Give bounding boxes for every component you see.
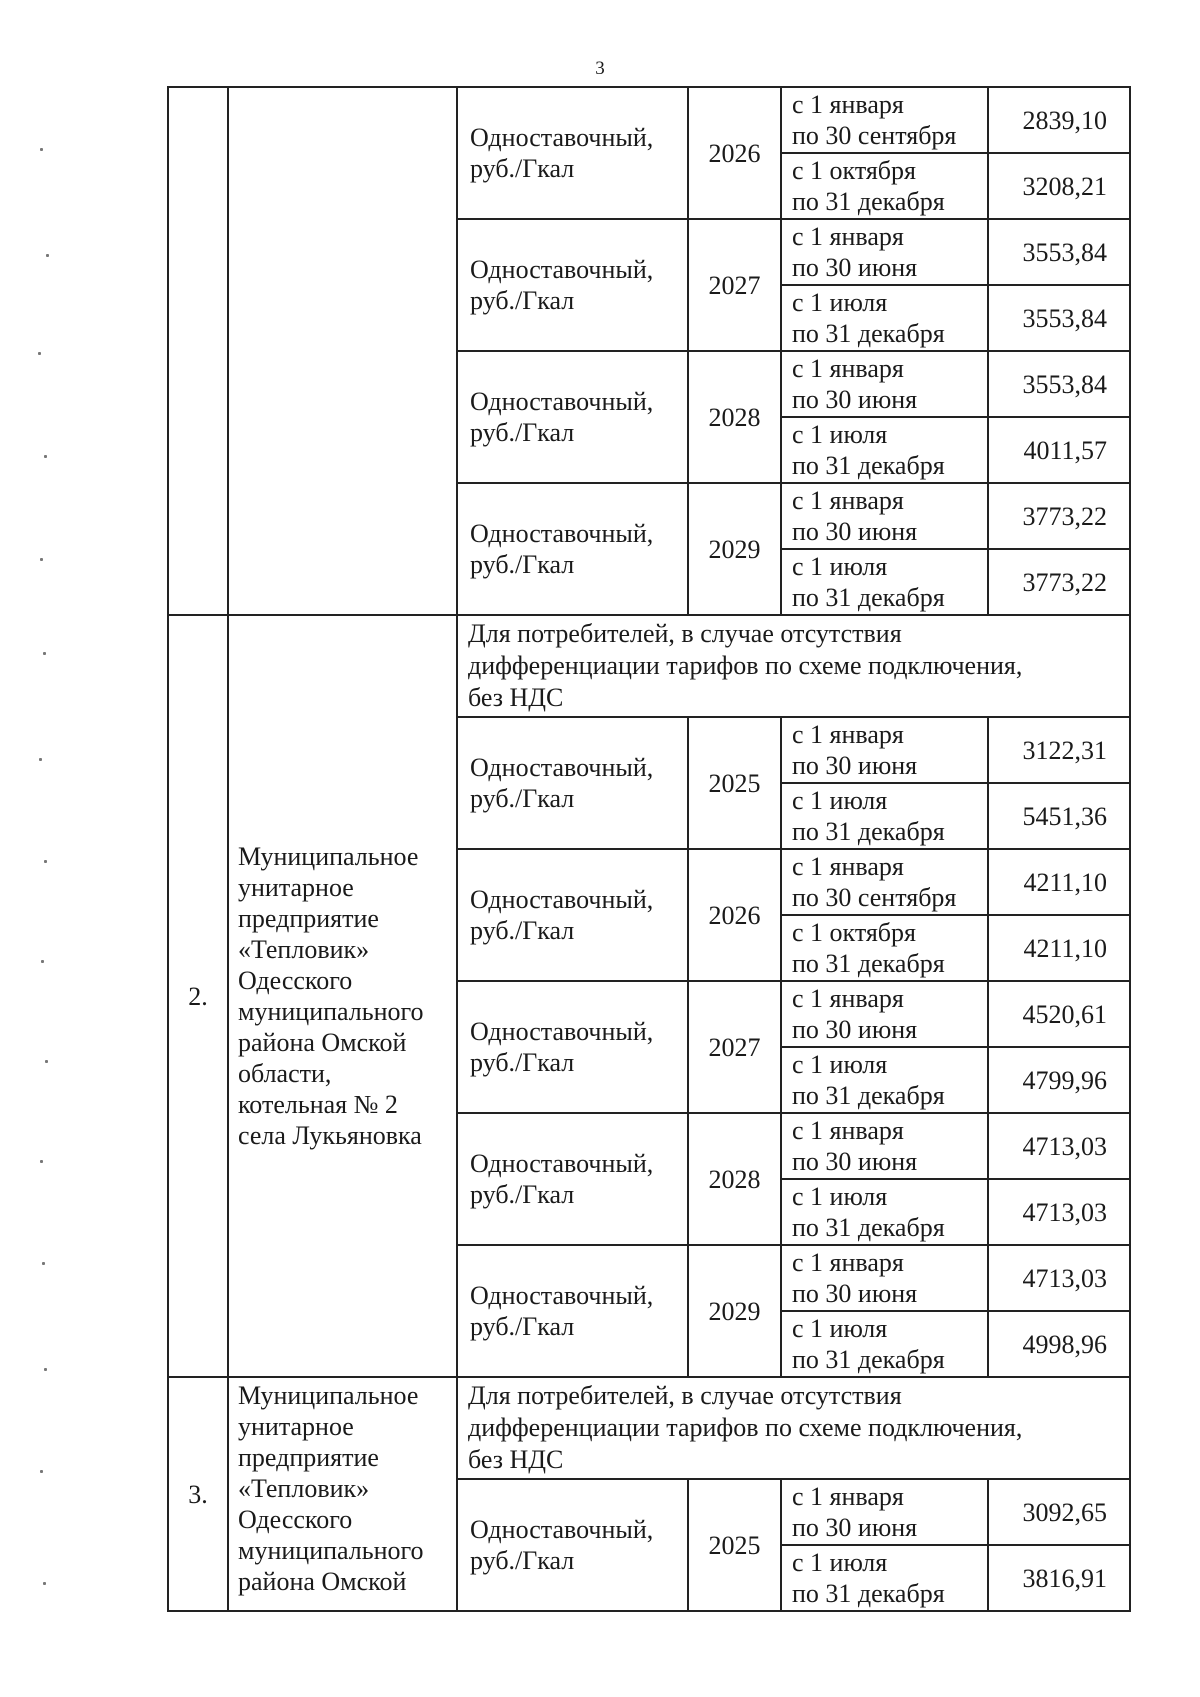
period-cell-line: с 1 июля	[792, 420, 888, 449]
org-name-cell-line: котельная № 2	[238, 1090, 398, 1119]
period-cell-line: по 31 декабря	[792, 817, 945, 846]
org-name-cell	[228, 615, 457, 1377]
rate-type-cell-line: Одноставочный,	[470, 123, 654, 152]
rate-type-cell-line: Одноставочный,	[470, 753, 654, 782]
period-cell-line: по 30 июня	[792, 1513, 918, 1542]
period-cell	[781, 285, 988, 351]
tariff-value-cell	[988, 849, 1130, 915]
period-cell-line: с 1 января	[792, 90, 904, 119]
period-cell	[781, 915, 988, 981]
tariff-value-cell-line: 4211,10	[1023, 867, 1107, 897]
org-number-cell	[168, 87, 228, 615]
year-cell-line: 2026	[708, 900, 761, 930]
tariff-value-cell-line: 4713,03	[1022, 1197, 1107, 1227]
tariff-value-cell	[988, 549, 1130, 615]
tariff-value-cell	[988, 1047, 1130, 1113]
scan-artifact-dot	[40, 1470, 43, 1473]
tariff-value-cell	[988, 981, 1130, 1047]
rate-type-cell-line: руб./Гкал	[470, 550, 575, 579]
period-cell-line: по 31 декабря	[792, 583, 945, 612]
org-name-cell-line: унитарное	[238, 1412, 354, 1441]
table-row	[168, 87, 1130, 153]
period-cell-line: по 30 июня	[792, 385, 918, 414]
scan-artifact-dot	[44, 455, 47, 458]
year-cell-line: 2025	[708, 1530, 761, 1560]
rate-type-cell-line: руб./Гкал	[470, 418, 575, 447]
org-name-cell	[228, 1377, 457, 1611]
tariff-value-cell	[988, 1479, 1130, 1545]
scan-artifact-dot	[46, 254, 49, 257]
rate-type-cell-line: Одноставочный,	[470, 1149, 654, 1178]
tariff-value-cell	[988, 351, 1130, 417]
rate-type-cell-line: руб./Гкал	[470, 1180, 575, 1209]
year-cell	[688, 981, 781, 1113]
period-cell	[781, 153, 988, 219]
year-cell	[688, 351, 781, 483]
scan-artifact-dot	[40, 148, 43, 151]
period-cell	[781, 1545, 988, 1611]
period-cell-line: по 31 декабря	[792, 1345, 945, 1374]
tariff-value-cell-line: 4520,61	[1022, 999, 1107, 1029]
tariff-value-cell-line: 3122,31	[1022, 735, 1107, 765]
period-cell-line: по 30 июня	[792, 1279, 918, 1308]
rate-type-cell-line: руб./Гкал	[470, 154, 575, 183]
tariff-value-cell-line: 2839,10	[1022, 105, 1107, 135]
rate-type-cell-line: Одноставочный,	[470, 387, 654, 416]
consumer-group-header-line: дифференциации тарифов по схеме подключения,	[468, 1413, 1023, 1442]
rate-type-cell	[457, 717, 688, 849]
org-name-cell-line: Одесского	[238, 1505, 353, 1534]
tariff-value-cell	[988, 783, 1130, 849]
period-cell-line: по 31 декабря	[792, 949, 945, 978]
rate-type-cell	[457, 1245, 688, 1377]
year-cell	[688, 717, 781, 849]
scan-artifact-dot	[39, 758, 42, 761]
scan-artifact-dot	[40, 1160, 43, 1163]
table-row	[168, 1377, 1130, 1479]
tariff-value-cell	[988, 87, 1130, 153]
org-name-cell-line: муниципального	[238, 997, 424, 1026]
org-name-cell-line: области,	[238, 1059, 332, 1088]
tariff-table	[167, 86, 1131, 1612]
period-cell-line: с 1 июля	[792, 552, 888, 581]
consumer-group-header	[457, 615, 1130, 717]
rate-type-cell	[457, 981, 688, 1113]
year-cell-line: 2027	[708, 1032, 761, 1062]
rate-type-cell-line: руб./Гкал	[470, 784, 575, 813]
rate-type-cell-line: руб./Гкал	[470, 1546, 575, 1575]
period-cell-line: по 30 июня	[792, 1147, 918, 1176]
org-number-cell	[168, 1377, 228, 1611]
year-cell	[688, 1245, 781, 1377]
year-cell	[688, 849, 781, 981]
period-cell-line: по 31 декабря	[792, 1213, 945, 1242]
period-cell	[781, 1179, 988, 1245]
period-cell-line: с 1 июля	[792, 1548, 888, 1577]
period-cell-line: по 31 декабря	[792, 319, 945, 348]
rate-type-cell	[457, 87, 688, 219]
consumer-group-header-line: дифференциации тарифов по схеме подключения,	[468, 651, 1023, 680]
tariff-value-cell-line: 3773,22	[1022, 567, 1107, 597]
consumer-group-header-line: без НДС	[468, 1445, 564, 1474]
org-number-cell-line: 2.	[188, 981, 208, 1011]
org-name-cell-line: предприятие	[238, 904, 379, 933]
tariff-value-cell-line: 4011,57	[1023, 435, 1107, 465]
org-name-cell-line: Муниципальное	[238, 1381, 419, 1410]
year-cell-line: 2029	[708, 534, 761, 564]
tariff-value-cell-line: 3553,84	[1022, 303, 1107, 333]
period-cell	[781, 849, 988, 915]
tariff-value-cell	[988, 219, 1130, 285]
tariff-value-cell-line: 4799,96	[1022, 1065, 1107, 1095]
year-cell-line: 2029	[708, 1296, 761, 1326]
period-cell-line: с 1 января	[792, 984, 904, 1013]
org-name-cell-line: Одесского	[238, 966, 353, 995]
rate-type-cell	[457, 351, 688, 483]
year-cell-line: 2028	[708, 402, 761, 432]
tariff-value-cell-line: 4998,96	[1022, 1329, 1107, 1359]
rate-type-cell-line: Одноставочный,	[470, 1281, 654, 1310]
tariff-value-cell-line: 4713,03	[1022, 1263, 1107, 1293]
tariff-value-cell	[988, 417, 1130, 483]
consumer-group-header	[457, 1377, 1130, 1479]
org-name-cell-line: района Омской	[238, 1028, 407, 1057]
tariff-value-cell	[988, 1113, 1130, 1179]
org-number-cell-line: 3.	[188, 1479, 208, 1509]
org-number-cell	[168, 615, 228, 1377]
year-cell	[688, 483, 781, 615]
period-cell	[781, 483, 988, 549]
year-cell-line: 2028	[708, 1164, 761, 1194]
org-name-cell-line: муниципального	[238, 1536, 424, 1565]
period-cell-line: с 1 января	[792, 1248, 904, 1277]
period-cell	[781, 717, 988, 783]
scan-artifact-dot	[45, 1060, 48, 1063]
period-cell-line: по 30 июня	[792, 517, 918, 546]
consumer-group-header-line: Для потребителей, в случае отсутствия	[468, 619, 902, 648]
year-cell	[688, 219, 781, 351]
period-cell-line: по 30 июня	[792, 253, 918, 282]
tariff-value-cell-line: 3092,65	[1022, 1497, 1107, 1527]
org-name-cell-line: Муниципальное	[238, 842, 419, 871]
period-cell	[781, 417, 988, 483]
rate-type-cell	[457, 849, 688, 981]
period-cell	[781, 981, 988, 1047]
period-cell-line: с 1 января	[792, 222, 904, 251]
consumer-group-header-line: Для потребителей, в случае отсутствия	[468, 1381, 902, 1410]
tariff-value-cell	[988, 717, 1130, 783]
year-cell-line: 2025	[708, 768, 761, 798]
period-cell-line: с 1 июля	[792, 786, 888, 815]
year-cell-line: 2027	[708, 270, 761, 300]
period-cell	[781, 87, 988, 153]
scan-artifact-dot	[44, 1368, 47, 1371]
period-cell	[781, 1311, 988, 1377]
period-cell	[781, 1047, 988, 1113]
rate-type-cell	[457, 219, 688, 351]
period-cell-line: с 1 июля	[792, 1314, 888, 1343]
period-cell-line: по 30 июня	[792, 751, 918, 780]
org-name-cell-line: унитарное	[238, 873, 354, 902]
tariff-value-cell	[988, 915, 1130, 981]
year-cell	[688, 1479, 781, 1611]
rate-type-cell	[457, 1113, 688, 1245]
page-number: 3	[595, 58, 605, 79]
period-cell	[781, 783, 988, 849]
scan-artifact-dot	[43, 1582, 46, 1585]
tariff-value-cell-line: 5451,36	[1022, 801, 1107, 831]
scan-artifact-dot	[43, 652, 46, 655]
period-cell-line: с 1 января	[792, 852, 904, 881]
period-cell	[781, 549, 988, 615]
tariff-value-cell-line: 4713,03	[1022, 1131, 1107, 1161]
rate-type-cell	[457, 1479, 688, 1611]
period-cell	[781, 1113, 988, 1179]
org-name-cell-line: села Лукьяновка	[238, 1121, 422, 1150]
tariff-value-cell-line: 4211,10	[1023, 933, 1107, 963]
rate-type-cell	[457, 483, 688, 615]
tariff-value-cell-line: 3208,21	[1022, 171, 1107, 201]
period-cell-line: по 31 декабря	[792, 1081, 945, 1110]
year-cell-line: 2026	[708, 138, 761, 168]
rate-type-cell-line: руб./Гкал	[470, 916, 575, 945]
period-cell-line: с 1 января	[792, 1482, 904, 1511]
scan-artifact-dot	[41, 960, 44, 963]
period-cell	[781, 351, 988, 417]
rate-type-cell-line: Одноставочный,	[470, 885, 654, 914]
tariff-value-cell-line: 3816,91	[1022, 1563, 1107, 1593]
period-cell-line: с 1 июля	[792, 1182, 888, 1211]
period-cell-line: с 1 июля	[792, 288, 888, 317]
tariff-value-cell-line: 3553,84	[1022, 369, 1107, 399]
tariff-value-cell	[988, 153, 1130, 219]
org-name-cell-line: «Тепловик»	[238, 1474, 370, 1503]
tariff-value-cell	[988, 285, 1130, 351]
tariff-value-cell	[988, 483, 1130, 549]
period-cell-line: по 30 июня	[792, 1015, 918, 1044]
scan-artifact-dot	[38, 352, 41, 355]
rate-type-cell-line: руб./Гкал	[470, 1048, 575, 1077]
rate-type-cell-line: руб./Гкал	[470, 286, 575, 315]
period-cell-line: с 1 января	[792, 354, 904, 383]
tariff-value-cell	[988, 1179, 1130, 1245]
rate-type-cell-line: Одноставочный,	[470, 1515, 654, 1544]
period-cell-line: с 1 января	[792, 486, 904, 515]
rate-type-cell-line: Одноставочный,	[470, 1017, 654, 1046]
period-cell-line: по 31 декабря	[792, 187, 945, 216]
period-cell-line: с 1 января	[792, 1116, 904, 1145]
table-row	[168, 615, 1130, 717]
tariff-value-cell	[988, 1311, 1130, 1377]
period-cell-line: с 1 июля	[792, 1050, 888, 1079]
period-cell-line: по 30 сентября	[792, 883, 957, 912]
period-cell-line: по 30 сентября	[792, 121, 957, 150]
year-cell	[688, 1113, 781, 1245]
scan-artifact-dot	[42, 1262, 45, 1265]
period-cell	[781, 1245, 988, 1311]
org-name-cell	[228, 87, 457, 615]
scan-artifact-dot	[40, 558, 43, 561]
org-name-cell-line: предприятие	[238, 1443, 379, 1472]
rate-type-cell-line: руб./Гкал	[470, 1312, 575, 1341]
period-cell	[781, 1479, 988, 1545]
period-cell-line: по 31 декабря	[792, 1579, 945, 1608]
tariff-value-cell-line: 3773,22	[1022, 501, 1107, 531]
org-name-cell-line: «Тепловик»	[238, 935, 370, 964]
consumer-group-header-line: без НДС	[468, 683, 564, 712]
period-cell	[781, 219, 988, 285]
tariff-value-cell-line: 3553,84	[1022, 237, 1107, 267]
period-cell-line: с 1 октября	[792, 156, 916, 185]
rate-type-cell-line: Одноставочный,	[470, 519, 654, 548]
tariff-table-body	[168, 87, 1130, 1611]
tariff-value-cell	[988, 1245, 1130, 1311]
tariff-value-cell	[988, 1545, 1130, 1611]
period-cell-line: с 1 января	[792, 720, 904, 749]
period-cell-line: по 31 декабря	[792, 451, 945, 480]
org-name-cell-line: района Омской	[238, 1567, 407, 1596]
year-cell	[688, 87, 781, 219]
scan-artifact-dot	[44, 860, 47, 863]
rate-type-cell-line: Одноставочный,	[470, 255, 654, 284]
period-cell-line: с 1 октября	[792, 918, 916, 947]
